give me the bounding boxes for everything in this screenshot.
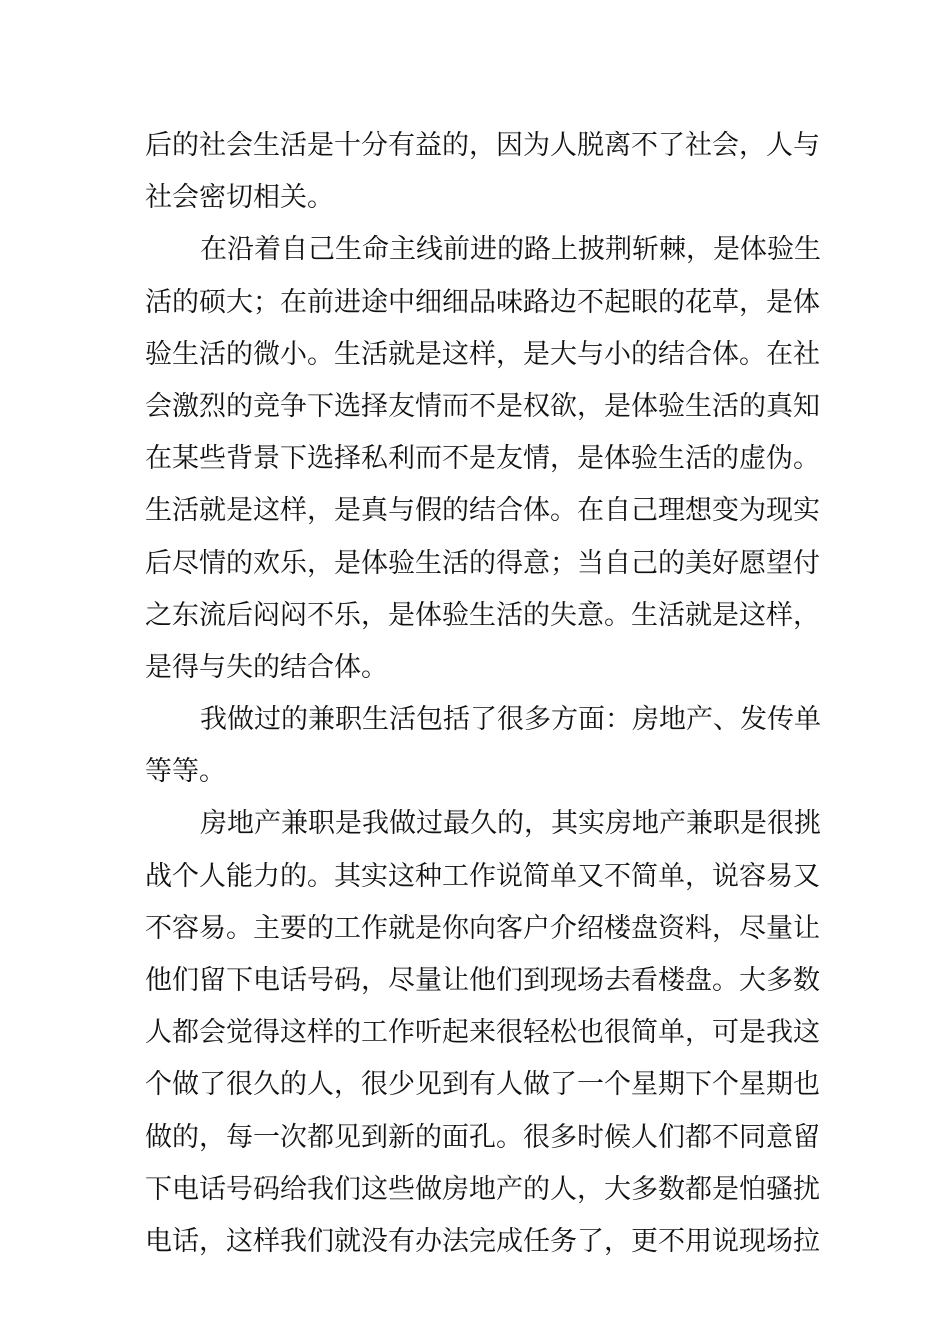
- text-line: 个做了很久的人，很少见到有人做了一个星期下个星期也: [145, 1069, 820, 1101]
- text-line: 之东流后闷闷不乐，是体验生活的失意。生活就是这样，: [145, 599, 820, 631]
- text-line: 会激烈的竞争下选择友情而不是权欲，是体验生活的真知: [145, 390, 820, 422]
- paragraph-first-line: 在沿着自己生命主线前进的路上披荆斩棘，是体验生: [200, 234, 821, 266]
- text-line: 社会密切相关。: [145, 182, 334, 214]
- text-line: 在某些背景下选择私利而不是友情，是体验生活的虚伪。: [145, 443, 820, 475]
- text-line: 人都会觉得这样的工作听起来很轻松也很简单，可是我这: [145, 1017, 820, 1049]
- body-text: [145, 120, 821, 1268]
- text-line: 不容易。主要的工作就是你向客户介绍楼盘资料，尽量让: [145, 912, 820, 944]
- text-line: 等等。: [145, 756, 226, 788]
- text-line: 做的，每一次都见到新的面孔。很多时候人们都不同意留: [145, 1121, 820, 1153]
- text-line: 活的硕大；在前进途中细细品味路边不起眼的花草，是体: [145, 286, 820, 318]
- text-line: 电话，这样我们就没有办法完成任务了，更不用说现场拉: [145, 1225, 820, 1257]
- text-line: 是得与失的结合体。: [145, 651, 388, 683]
- paragraph-first-line: 房地产兼职是我做过最久的，其实房地产兼职是很挑: [200, 808, 821, 840]
- text-line: 验生活的微小。生活就是这样，是大与小的结合体。在社: [145, 338, 820, 370]
- text-line: 生活就是这样，是真与假的结合体。在自己理想变为现实: [145, 495, 820, 527]
- text-line: 后的社会生活是十分有益的，因为人脱离不了社会，人与: [145, 130, 820, 161]
- paragraph-first-line: 我做过的兼职生活包括了很多方面：房地产、发传单: [200, 704, 821, 736]
- text-line: 下电话号码给我们这些做房地产的人，大多数都是怕骚扰: [145, 1173, 820, 1205]
- text-line: 战个人能力的。其实这种工作说简单又不简单，说容易又: [145, 860, 820, 892]
- text-line: 后尽情的欢乐，是体验生活的得意；当自己的美好愿望付: [145, 547, 820, 579]
- text-line: 他们留下电话号码，尽量让他们到现场去看楼盘。大多数: [145, 965, 820, 996]
